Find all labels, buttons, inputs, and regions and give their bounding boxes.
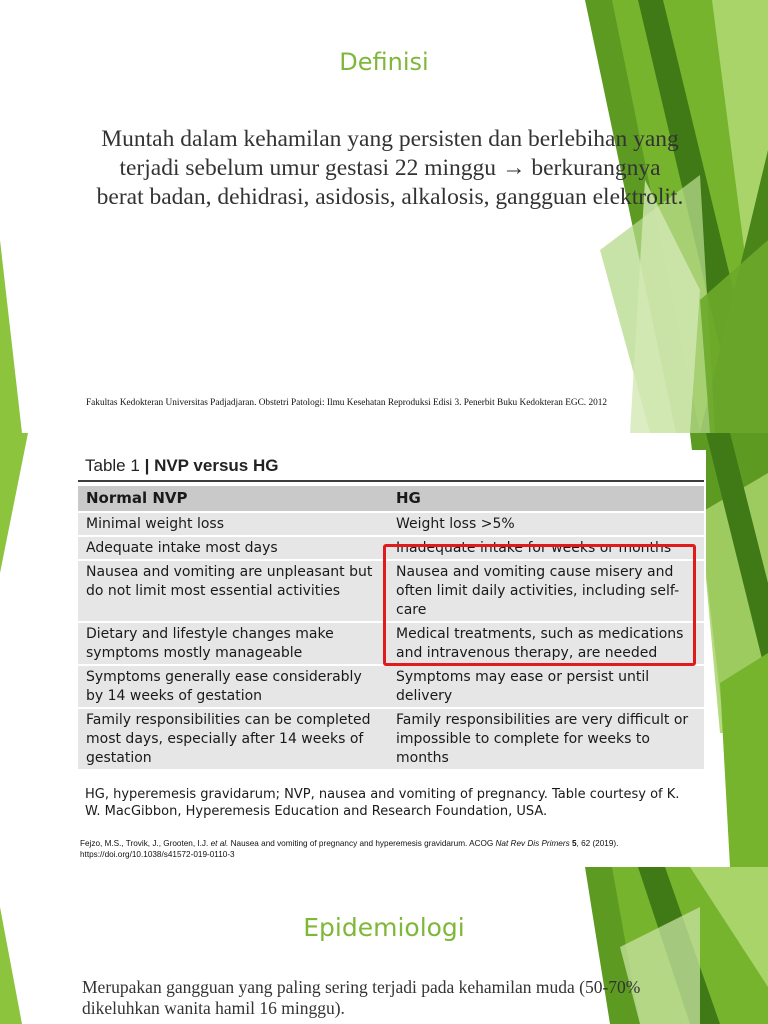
epidemiologi-body: Merupakan gangguan yang paling sering terjadi pada kehamilan muda (50-70% dikeluhkan wanita hamil 16 minggu).	[82, 977, 641, 1018]
table-cell-hg: Weight loss >5%	[388, 513, 704, 535]
citation-volume: 5	[571, 839, 577, 848]
table-label: Table 1	[85, 456, 140, 475]
header-hg: HG	[388, 486, 704, 511]
table-cell-nvp: Adequate intake most days	[78, 537, 388, 559]
citation-title: Nausea and vomiting of pregnancy and hyperemesis gravidarum. ACOG	[230, 839, 494, 848]
table-title-text: NVP versus HG	[154, 456, 279, 475]
table-row	[78, 513, 704, 535]
table-cell-nvp: Family responsibilities can be completed most days, especially after 14 weeks of gestation	[78, 709, 388, 769]
citation-journal: Nat Rev Dis Primers	[495, 839, 570, 848]
table-cell-hg: Symptoms may ease or persist until delivery	[388, 666, 704, 707]
citation-pages: , 62 (2019).	[576, 839, 619, 848]
slide-definisi	[0, 0, 768, 433]
table-cell-nvp: Dietary and lifestyle changes make symptoms mostly manageable	[78, 623, 388, 664]
table-row	[78, 709, 704, 769]
definisi-reference: Fakultas Kedokteran Universitas Padjadjaran. Obstetri Patologi: Ilmu Kesehatan Reproduksi Edisi 3. Penerbit Buku Kedokteran EGC. 2012	[86, 398, 608, 408]
citation-doi-link[interactable]: https://doi.org/10.1038/s41572-019-0110-3	[80, 850, 235, 859]
table-separator: |	[144, 456, 150, 475]
table-footnote: HG, hyperemesis gravidarum; NVP, nausea and vomiting of pregnancy. Table courtesy of K. W. MacGibbon, Hyperemesis Education and Research Foundation, USA.	[85, 787, 680, 819]
hg-highlight-box	[383, 544, 696, 666]
table-row	[78, 666, 704, 707]
definisi-body-part2: berkurangnya berat badan, dehidrasi, asidosis, alkalosis, gangguan elektrolit.	[96, 155, 684, 210]
table-cell-hg: Family responsibilities are very difficult or impossible to complete for weeks to months	[388, 709, 704, 769]
slide-epidemiologi	[0, 867, 768, 1024]
citation-authors: Fejzo, M.S., Trovik, J., Grooten, I.J.	[80, 839, 209, 848]
header-normal-nvp: Normal NVP	[78, 486, 388, 511]
definisi-body	[95, 125, 685, 212]
table-citation	[80, 838, 740, 860]
citation-etal: et al.	[210, 839, 229, 848]
slide-title-definisi: Definisi	[339, 48, 429, 76]
table-cell-nvp: Nausea and vomiting are unpleasant but do not limit most essential activities	[78, 561, 388, 621]
slide-title-epidemiologi: Epidemiologi	[303, 913, 465, 942]
arrow-right-icon: →	[501, 155, 526, 181]
table-title	[85, 456, 278, 476]
table-cell-hg: Inadequate intake for weeks or months	[388, 537, 704, 559]
table-header-row	[78, 486, 704, 511]
table-cell-nvp: Minimal weight loss	[78, 513, 388, 535]
table-cell-hg: Medical treatments, such as medications and intravenous therapy, are needed	[388, 623, 704, 664]
table-cell-nvp: Symptoms generally ease considerably by 14 weeks of gestation	[78, 666, 388, 707]
table-cell-hg: Nausea and vomiting cause misery and often limit daily activities, including self-care	[388, 561, 704, 621]
table-top-rule	[78, 480, 704, 482]
definisi-body-part1: Muntah dalam kehamilan yang persisten dan berlebihan yang terjadi sebelum umur gestasi 22 minggu	[101, 126, 679, 181]
